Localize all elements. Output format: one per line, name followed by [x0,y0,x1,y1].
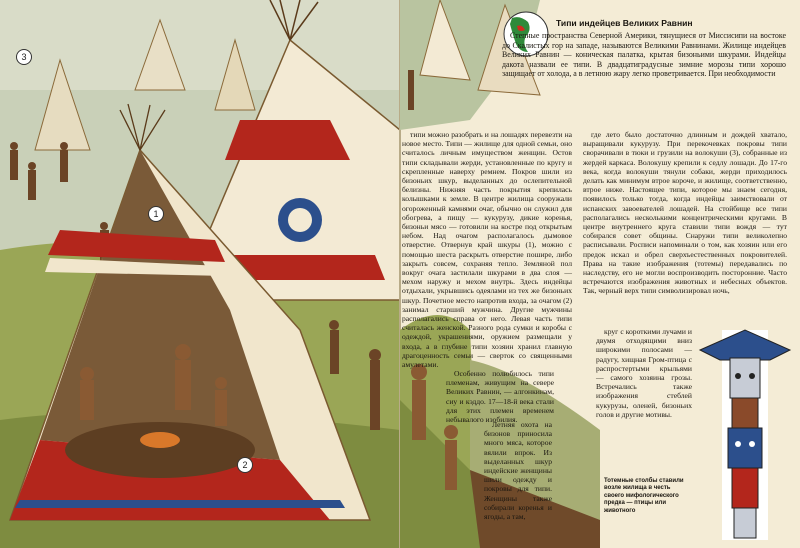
article-title: Типи индейцев Великих Равнин [556,18,693,28]
text-column-5: круг с короткими лучами и двумя отходящими вниз широкими полосами — радугу, хищная Гром-птица с распростертыми крыльями — самого хозяина грозы. Встречались также изображения стеблей кукурузы, оленей, бизоньих голов и другие мотивы. [596,327,692,419]
intro-paragraph: Степные пространства Северной Америки, тянущиеся от Миссисипи на востоке до Скалистых гор на западе, называются Великими Равнинами. Жилище индейцев Великих Равнин — коническая палатка, крытая бизоньими шкурами. Индейцы дакота назвали ее типи. В двадцатиградусные зимние морозы типи хорошо защищает от холода, а в летнюю жару легко проветривается. При необходимости [502,31,786,79]
marker-3: 3 [16,49,32,65]
text-column-1: типи можно разобрать и на лошадях перевезти на новое место. Типи — жилище для одной семьи, оно считалось личным имуществом женщин. Остов типи складывали жерди, установленные по кругу и скрепленные наверху ремнем. Покров шили из бизоньих шкур, выделанных до ослепительной белизны. Нижняя часть покрытия крепилась колышками к земле. В центре жилища сооружали огороженный камнями очаг, обычно он служил для обогрева, а пищу — кукурузу, дикие коренья, бизоньи мясо — готовили на костре под открытым небом. Над очагом располагалось дымовое отверстие. Отвернув край шкуры (1), можно с помощью шеста раскрыть отверстие пошире, либо закрыть совсем, сохраняя тепло. Земляной пол вокруг очага застилали шкурами в два слоя — мехом наружу и мехом внутрь. Здесь индейцы отдыхали, укрывшись одеялами из тех же бизоньих шкур. Почетное место напротив входа, за очагом (2) занимал старший мужчина. Другие мужчины располагались справа от него. Левая часть типи считалась женской. Разного рода сумки и коробы с одеждой, украшениями, оружием размещали у входа, а в глубине типи хозяин хранил главную драгоценность семьи — сверток со священными амулетами. [402,130,572,370]
text-column-4: Летняя охота на бизонов приносила много мяса, которое вялили впрок. Из выделанных шкур индейские женщины шили одежду и покровы для типи. Женщины также собирали коренья и ягоды, а там, [484,420,552,522]
totem-caption: Тотемные столбы ставили возле жилища в честь своего мифологического предка — птицы или животного [604,478,684,514]
text-column-2: где лето было достаточно длинным и дождей хватало, выращивали кукурузу. При перекочевках покровы типи сворачивали в тюки и грузили на волокуши (3), собранные из жердей каркаса. Волокушу крепили к седлу лошади. До 17-го века, когда волокуши тянули собаки, жерди приходилось делать как минимум втрое короче, и жилище, соответственно, втрое ниже. Настоящее типи, которое мы знаем сегодня, появилось только тогда, когда индейцы заимствовали от испанских завоевателей лошадей. На стойбище все типи располагались несколькими концентрическими кругами. В центре внутреннего круга ставили типи вождя — тут собирался совет общины. Снаружи типи великолепно расписывали. Росписи напоминали о том, как хозяин или его предок искал и обрел сверхъестественных покровителей. Права на такие изображения (тотемы) передавались по наследству, его не могли воспроизводить посторонние. Часто встречаются изображения животных и небесных объектов. Так, черный верх типи символизировал ночь, [583,130,787,296]
marker-2: 2 [237,457,253,473]
marker-1: 1 [148,206,164,222]
text-column-3: Особенно полюбилось типи племенам, живущим на севере Великих Равнин, — алгонкинам, сиу и кэддо. 17—18-й века стали для этих племен временем небывалого изобилия. [446,369,554,425]
